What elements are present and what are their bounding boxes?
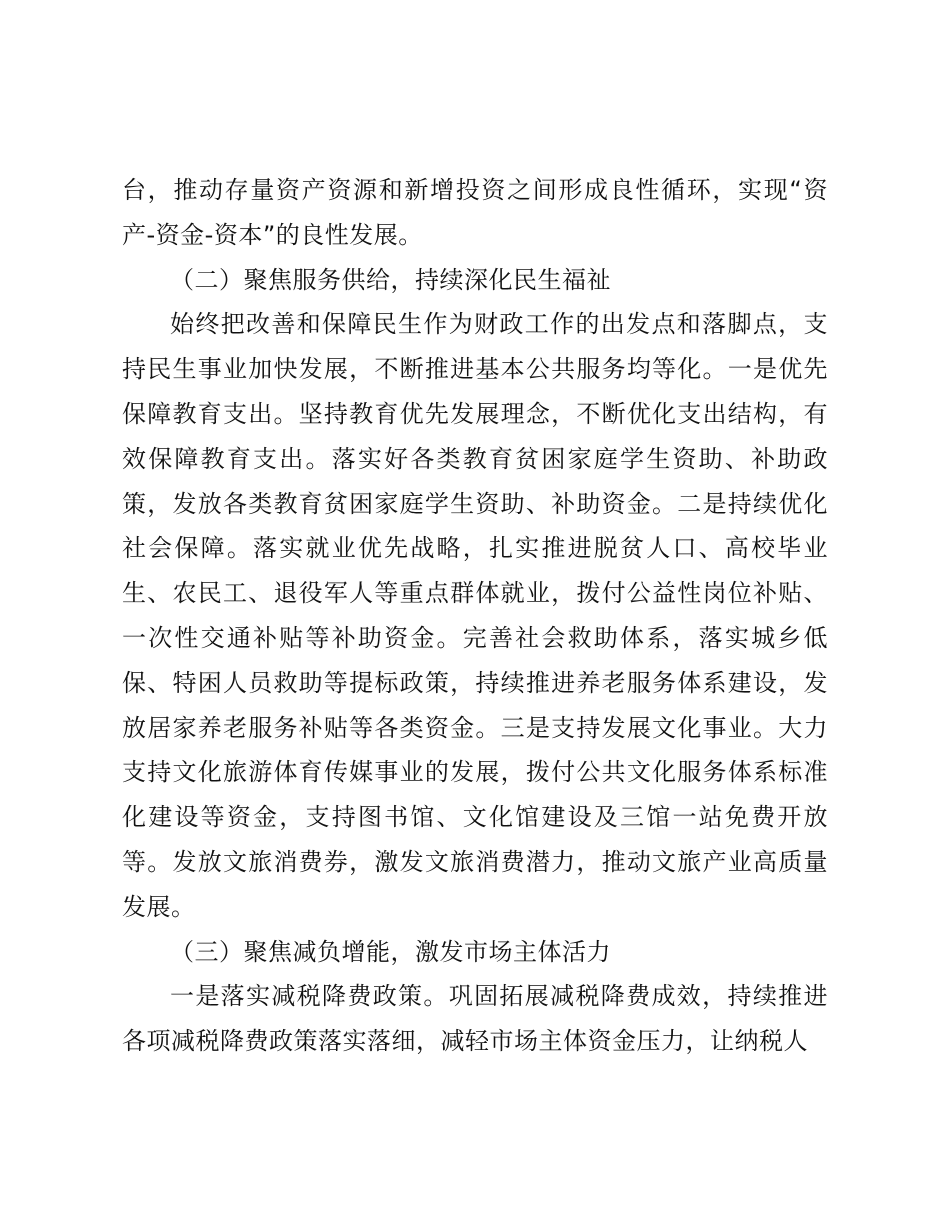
paragraph-livelihood: 始终把改善和保障民生作为财政工作的出发点和落脚点，支持民生事业加快发展，不断推进基本公共服务均等化。一是优先保障教育支出。坚持教育优先发展理念，不断优化支出结构，有效保障教育支出。落实好各类教育贫困家庭学生资助、补助政策，发放各类教育贫困家庭学生资助、补助资金。二是持续优化社会保障。落实就业优先战略，扎实推进脱贫人口、高校毕业生、农民工、退役军人等重点群体就业，拨付公益性岗位补贴、一次性交通补贴等补助资金。完善社会救助体系，落实城乡低保、特困人员救助等提标政策，持续推进养老服务体系建设，发放居家养老服务补贴等各类资金。三是支持发展文化事业。大力支持文化旅游体育传媒事业的发展，拨付公共文化服务体系标准化建设等资金，支持图书馆、文化馆建设及三馆一站免费开放等。发放文旅消费券，激发文旅消费潜力，推动文旅产业高质量发展。 xyxy=(122,310,828,921)
section-heading-3: （三）聚焦减负增能，激发市场主体活力 xyxy=(170,937,611,966)
document-body xyxy=(122,168,828,1064)
section-heading-2: （二）聚焦服务供给，持续深化民生福祉 xyxy=(170,265,611,294)
paragraph-tax-reduction: 一是落实减税降费政策。巩固拓展减税降费成效，持续推进各项减税降费政策落实落细，减轻市场主体资金压力，让纳税人 xyxy=(122,982,828,1056)
paragraph-continuation: 台，推动存量资产资源和新增投资之间形成良性循环，实现“资产-资金-资本”的良性发展。 xyxy=(122,176,828,249)
